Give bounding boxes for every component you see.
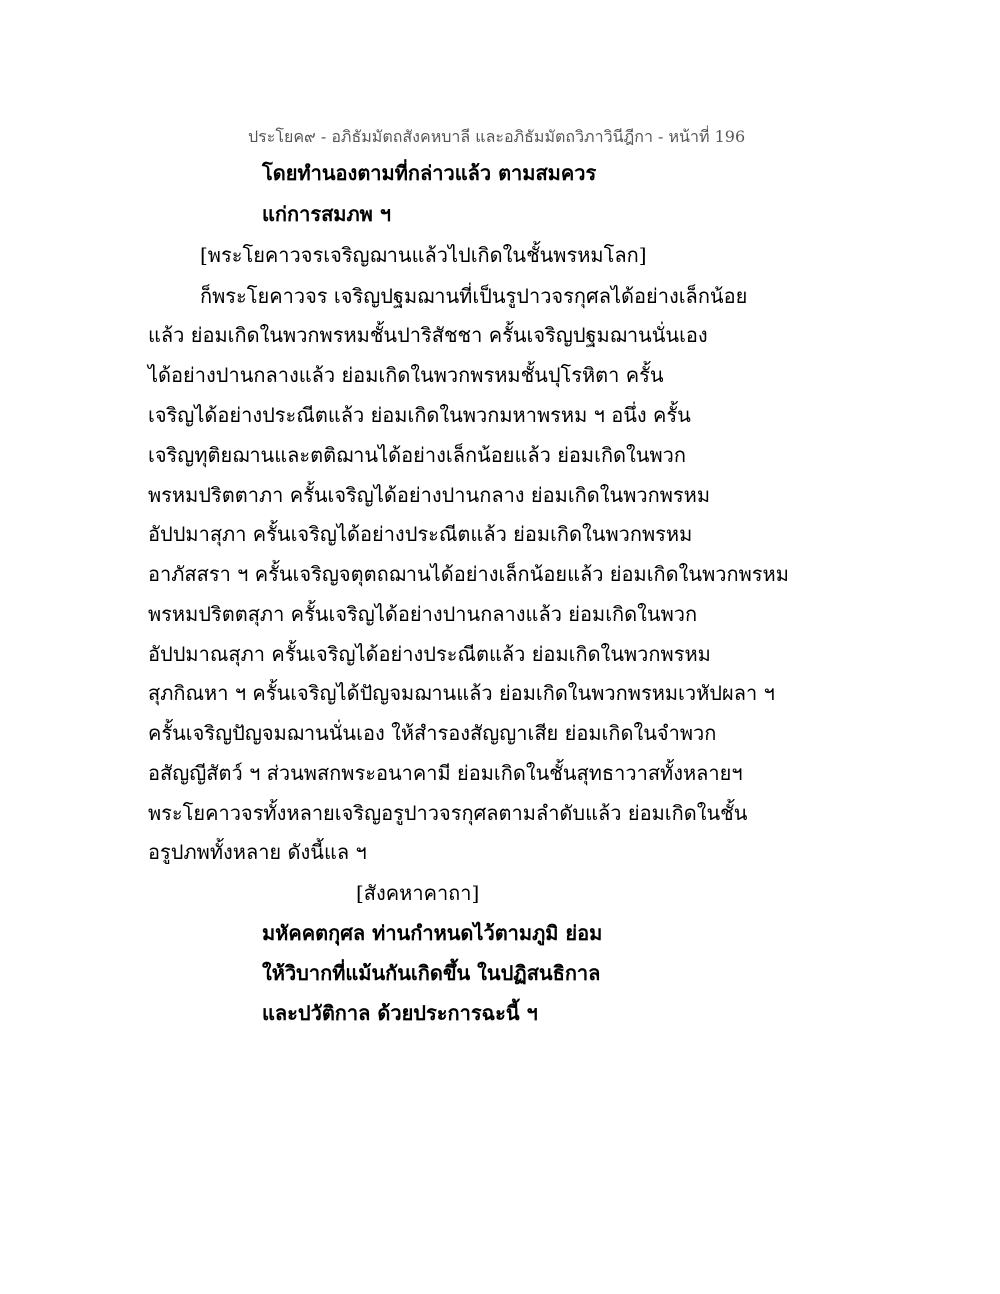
verse-bottom-line-3: และปวัติกาล ด้วยประการฉะนี้ ฯ <box>262 1001 538 1025</box>
verse-bottom-line-2: ให้วิบากที่แม้นกันเกิดขึ้น ในปฏิสนธิกาล <box>262 961 601 985</box>
verse-bottom-line-1: มหัคคตกุศล ท่านกำหนดไว้ตามภูมิ ย่อม <box>262 921 603 945</box>
paragraph-line-14: พระโยคาวจรทั้งหลายเจริญอรูปาวจรกุศลตามลำดับแล้ว ย่อมเกิดในชั้น <box>148 801 748 825</box>
paragraph-line-15: อรูปภพทั้งหลาย ดังนี้แล ฯ <box>148 840 367 864</box>
verse-heading: [สังคหาคาถา] <box>356 881 480 905</box>
paragraph-line-1: ก็พระโยคาวจร เจริญปฐมฌานที่เป็นรูปาวจรกุศลได้อย่างเล็กน้อย <box>200 284 748 308</box>
page-header: ประโยค๙ - อภิธัมมัตถสังคหบาลี และอภิธัมมัตถวิภาวินีฎีกา - หน้าที่ 196 <box>248 127 746 146</box>
verse-top-line-1: โดยทำนองตามที่กล่าวแล้ว ตามสมควร <box>262 161 597 185</box>
paragraph-line-9: พรหมปริตตสุภา ครั้นเจริญได้อย่างปานกลางแล้ว ย่อมเกิดในพวก <box>148 602 698 626</box>
paragraph-line-6: พรหมปริตตาภา ครั้นเจริญได้อย่างปานกลาง ย่อมเกิดในพวกพรหม <box>148 483 711 507</box>
paragraph-line-13: อสัญญีสัตว์ ฯ ส่วนพสกพระอนาคามี ย่อมเกิดในชั้นสุทธาวาสทั้งหลายฯ <box>148 761 743 785</box>
paragraph-line-11: สุภกิณหา ฯ ครั้นเจริญได้ปัญจมฌานแล้ว ย่อมเกิดในพวกพรหมเวหัปผลา ฯ <box>148 681 775 705</box>
paragraph-line-10: อัปปมาณสุภา ครั้นเจริญได้อย่างประณีตแล้ว ย่อมเกิดในพวกพรหม <box>148 642 711 666</box>
paragraph-line-2: แล้ว ย่อมเกิดในพวกพรหมชั้นปาริสัชชา ครั้นเจริญปฐมฌานนั่นเอง <box>148 323 708 347</box>
paragraph-line-7: อัปปมาสุภา ครั้นเจริญได้อย่างประณีตแล้ว ย่อมเกิดในพวกพรหม <box>148 522 693 546</box>
paragraph-line-5: เจริญทุติยฌานและตติฌานได้อย่างเล็กน้อยแล้ว ย่อมเกิดในพวก <box>148 443 686 467</box>
paragraph-line-4: เจริญได้อย่างประณีตแล้ว ย่อมเกิดในพวกมหาพรหม ฯ อนึ่ง ครั้น <box>148 403 691 427</box>
verse-top-line-2: แก่การสมภพ ฯ <box>262 202 392 226</box>
paragraph-line-3: ได้อย่างปานกลางแล้ว ย่อมเกิดในพวกพรหมชั้นปุโรหิตา ครั้น <box>148 363 664 387</box>
paragraph-line-12: ครั้นเจริญปัญจมฌานนั่นเอง ให้สำรองสัญญาเสีย ย่อมเกิดในจำพวก <box>148 721 717 745</box>
section-title: [พระโยคาวจรเจริญฌานแล้วไปเกิดในชั้นพรหมโลก] <box>200 243 647 267</box>
paragraph-line-8: อาภัสสรา ฯ ครั้นเจริญจตุตถฌานได้อย่างเล็กน้อยแล้ว ย่อมเกิดในพวกพรหม <box>148 562 789 586</box>
